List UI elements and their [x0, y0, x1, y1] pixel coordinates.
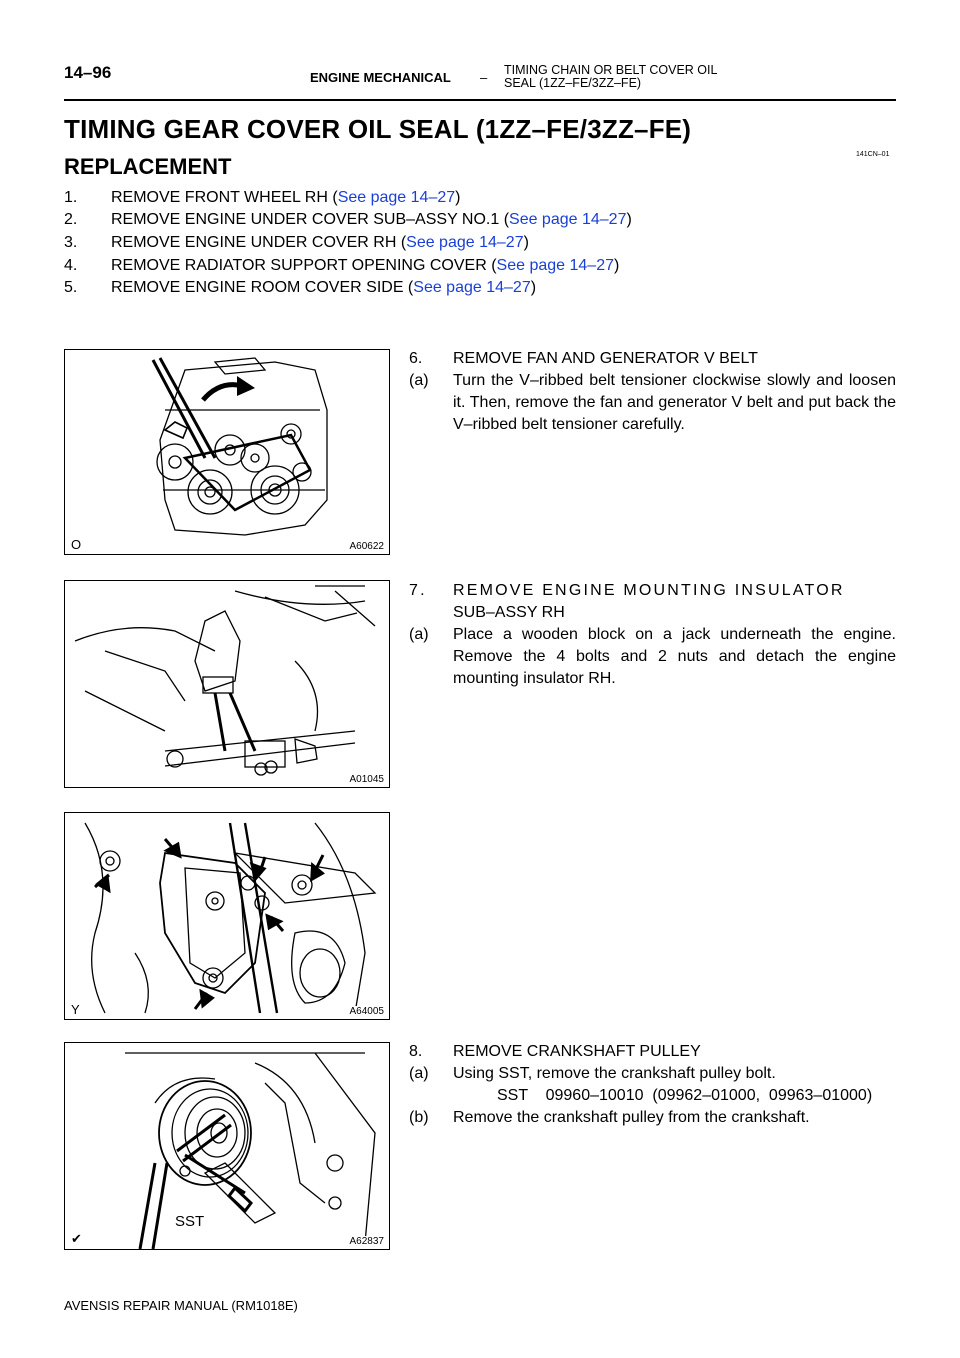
jack-support-illustration: [65, 581, 389, 787]
substep-text: Turn the V–ribbed belt tensioner clockwise slowly and loosen it. Then, remove the fan and generator V belt and put back the V–ribbed belt tensioner carefully.: [453, 372, 896, 433]
step-8-block: [409, 1041, 896, 1129]
figure-code: A01045: [349, 774, 384, 785]
page-link[interactable]: See page 14–27: [406, 234, 524, 251]
step-heading-text: REMOVE CRANKSHAFT PULLEY: [453, 1043, 701, 1060]
step-4: [64, 256, 896, 276]
step-close: ): [523, 234, 529, 251]
step-number: 2.: [64, 211, 78, 228]
substep-label: (a): [409, 1065, 429, 1082]
step-2: [64, 210, 896, 230]
step-close: ): [626, 211, 632, 228]
step-6-block: [409, 348, 896, 436]
reference-code: 141CN–01: [856, 151, 890, 158]
header-topic: [504, 64, 717, 90]
step-number: 8.: [409, 1043, 423, 1060]
figure-code: A60622: [349, 541, 384, 552]
sst-part-numbers: SST 09960–10010 (09962–01000, 09963–01000): [497, 1087, 873, 1104]
step-number: 4.: [64, 257, 78, 274]
step-7a: [409, 624, 896, 690]
page-number: 14–96: [64, 63, 112, 82]
step-8a: [409, 1063, 896, 1085]
crankshaft-pulley-illustration: [65, 1043, 389, 1249]
header-divider: [64, 99, 896, 101]
step-7-block: [409, 580, 896, 690]
sst-label: SST: [175, 1213, 205, 1230]
step-7-heading-cont: [409, 602, 896, 624]
substep-label: (b): [409, 1109, 429, 1126]
step-3: [64, 233, 896, 253]
page-link[interactable]: See page 14–27: [496, 257, 614, 274]
step-heading-text: SUB–ASSY RH: [453, 604, 565, 621]
step-6a: [409, 370, 896, 436]
substep-label: (a): [409, 372, 429, 389]
header-dash: –: [480, 70, 488, 85]
figure-mark: O: [71, 537, 82, 552]
step-7-heading: [409, 580, 896, 602]
step-close: ): [455, 189, 461, 206]
figure-crankshaft-pulley: [64, 1042, 390, 1250]
section-title: ENGINE MECHANICAL: [310, 70, 451, 85]
section-subtitle: REPLACEMENT: [64, 154, 232, 179]
header-topic-line2: SEAL (1ZZ–FE/3ZZ–FE): [504, 76, 642, 90]
step-number: 1.: [64, 189, 78, 206]
figure-belt-routing: [64, 349, 390, 555]
figure-jack-support: [64, 580, 390, 788]
step-number: 3.: [64, 234, 78, 251]
step-text: REMOVE RADIATOR SUPPORT OPENING COVER (: [111, 257, 497, 274]
step-1: [64, 188, 896, 208]
page-link[interactable]: See page 14–27: [413, 279, 531, 296]
step-heading-text: REMOVE FAN AND GENERATOR V BELT: [453, 350, 758, 367]
removal-steps-list: [64, 188, 896, 298]
step-text: REMOVE ENGINE ROOM COVER SIDE (: [111, 279, 414, 296]
page-link[interactable]: See page 14–27: [337, 189, 456, 206]
step-number: 6.: [409, 350, 423, 367]
step-6-heading: [409, 348, 896, 370]
figure-code: A62837: [349, 1236, 384, 1247]
page-title: TIMING GEAR COVER OIL SEAL (1ZZ–FE/3ZZ–FE): [64, 114, 692, 144]
step-close: ): [530, 279, 537, 296]
page-link[interactable]: See page 14–27: [509, 211, 627, 228]
footer-manual-id: AVENSIS REPAIR MANUAL (RM1018E): [64, 1298, 298, 1313]
figure-mounting-bolts: [64, 812, 390, 1020]
mounting-bolts-illustration: [65, 813, 389, 1019]
step-heading-text: REMOVE ENGINE MOUNTING INSULATOR: [453, 582, 845, 599]
step-8-heading: [409, 1041, 896, 1063]
substep-text: Place a wooden block on a jack underneath the engine. Remove the 4 bolts and 2 nuts and detach the engine mounting insulator RH.: [453, 626, 896, 687]
substep-label: (a): [409, 626, 429, 643]
step-text: REMOVE FRONT WHEEL RH (: [111, 189, 338, 206]
belt-routing-illustration: [65, 350, 389, 554]
substep-text: Using SST, remove the crankshaft pulley bolt.: [453, 1065, 776, 1082]
step-8b: [409, 1107, 896, 1129]
figure-mark: Y: [71, 1002, 80, 1017]
figure-code: A64005: [349, 1006, 384, 1017]
header-topic-line1: TIMING CHAIN OR BELT COVER OIL: [504, 63, 718, 77]
step-close: ): [614, 257, 620, 274]
figure-mark: ✔: [71, 1231, 82, 1246]
step-5: [64, 278, 896, 298]
step-number: 5.: [64, 279, 78, 296]
step-number: 7.: [409, 582, 427, 599]
substep-text: Remove the crankshaft pulley from the crankshaft.: [453, 1109, 810, 1126]
step-text: REMOVE ENGINE UNDER COVER SUB–ASSY NO.1 (: [111, 211, 510, 228]
step-text: REMOVE ENGINE UNDER COVER RH (: [111, 234, 407, 251]
